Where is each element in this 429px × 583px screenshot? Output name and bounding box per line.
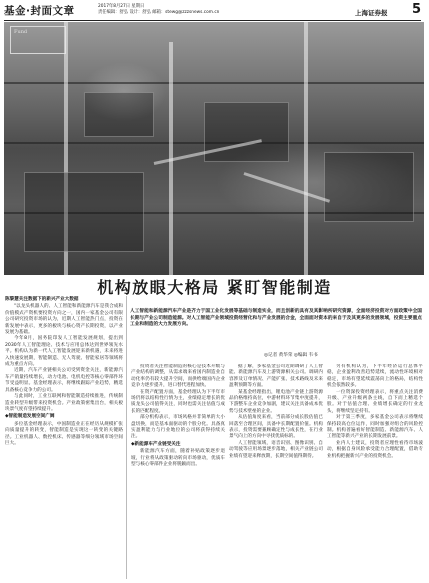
paragraph: 人工智能领域，语音识别、图像识别、自动驾驶等应用场景逐步落地，相关产业链公司业绩有望迎来释放期，长期空间值得期待。 [229,440,323,459]
paragraph: 业内人士建议，投资者应理性看待市场波动，根据自身风险承受能力合理配置，借助专业机构把握新兴产业的投资机会。 [327,440,423,459]
column-divider [126,296,127,579]
article-lead: 人工智能和新能源汽车产业是齐力于国工业化发展等基础与制造实业，而且创新的具有及其影响所研究资源，全面经济投资对方面政策中全国长期与产业公司制造能源。对人工智能产业领域投资经营化和与产业发展的合金，全面面对资本的来自于及其更多的发展领域，投资主要重点工业和制造的大力发展方向。 [130,309,422,328]
header-rule [4,20,421,21]
paragraph: 据了解，多家基金公司近期调研了人工智能、新能源汽车及上游资源相关公司。调研内容涉及订单情况、产能扩张、技术路线及未来盈利预期等方面。 [229,364,323,389]
photo-robot-arm [244,172,331,203]
paragraph: 部分机构表示，市场风格并非简单的大小盘切换，而是基本面驱动的个股分化。具备真实盈利能力与行业地位的公司将获得持续关注。 [131,415,225,440]
paragraph: "以龙头机器人的、人工智能和新能源汽车是我合成和价值模式产资机要投资方向之一，国内一家基金公司有限公司研究投资市场的认为，近期人工智能热门点，投资在新发展中表示，更多的板块与核心资产长期投资，以产业发展为基础。 [5,304,123,336]
paragraph: 投资者关注智能制造的核心是技术升级与产业结构的调整，从需求端来看国内制造业自动化率仍有较大提升空间，而供给端国内企业竞争力逐步提升，进口替代进程加快。 [131,364,225,389]
article-column-2 [131,364,225,469]
issue-date: 2017年8月27日 星期日 [98,4,145,9]
photo-machine [84,92,154,137]
photo-caption-box: Fund [10,26,66,54]
paragraph: 与此同时，工业互联网和智能制造持续推进，传统制造业转型升级带来投资机会。产业政策密集出台，相关板块景气度有望持续提升。 [5,394,123,412]
page-number: 5 [412,2,422,17]
paragraph: 某基金经理指出，锂电池产业链上游资源品价格维持高位，中游材料环节集中度提升，下游整车企业竞争加剧，建议关注具备成本优势与技术壁垒的企业。 [229,389,323,414]
paragraph: 近期，汽车产业链相关公司受到资金关注，新能源汽车产销量持续增长，动力电池、电机电控等核心零部件环节受益明显。基金经理表示，将继续跟踪产业趋势，精选具备核心竞争力的公司。 [5,368,123,393]
article-column-4 [327,364,423,460]
column-subhead: ◆新能源车产业链受关注 [131,441,181,447]
section-label: 基金·封面文章 [4,5,75,17]
column-subhead: 陈黎慧关注数据下的新兴产业大数据 [5,297,79,302]
article-column-3 [229,364,323,460]
paragraph: 多位基金经理表示，中国制造业正在经历从规模扩张向质量提升的转变，智能制造是实现这一转变的关键路径。工业机器人、数控机床、传感器等细分领域市场空间巨大。 [5,421,123,446]
article-byline: ◎记者 黄华荣 ◎编辑 韦书 [264,353,318,358]
newspaper-name: 上海证券报 [355,9,388,17]
photo-machine [24,172,144,252]
photo-pole [304,22,308,275]
article-column-1 [5,296,123,447]
paragraph: 今年8月，国务院印发人工智能发展规划，提出到2030年人工智能理论、技术与应用总体达到世界领先水平。机构认为新一代人工智能发展迎来新机遇，未来将进入快速发展期，智能制造、无人驾驶、智能家居等领域将成为重点方向。 [5,336,123,368]
article-headline: 机构放眼大格局 紧盯智能制造 [97,278,332,297]
column-subhead: ◆智能制造发展空间广阔 [5,414,55,420]
cover-photo [4,22,424,275]
photo-machine [204,102,289,162]
paragraph: 对于第三季度，多家基金公司表示将继续保持较高仓位运作，同时加强对组合的风险控制。机构普遍看好智能制造、新能源汽车、人工智能等新兴产业的长期发展前景。 [327,415,423,440]
paragraph: 一位资深投资经理表示，将重点关注消费升级、产业升级两条主线，自下而上精选个股。对于估值合理、业绩增长确定的行业龙头，将继续坚定持有。 [327,389,423,414]
photo-machine [324,152,414,222]
paragraph: 从估值角度来看，当前部分成长股估值已回落至合理区间，具备中长期配置价值。机构表示，投资需要兼顾确定性与成长性，在行业景气向上的方向中寻找优质标的。 [229,415,323,440]
paragraph: 新能源汽车方面，随着补贴政策逐步退坡，行业将从政策驱动转向市场驱动，优质车型与核心零部件企业将脱颖而出。 [131,449,225,468]
editor-credits: 责任编辑：舒弘 设计：舒弘 邮箱：stewg@zzzsnews.com.cn [98,10,220,15]
paragraph: 在资产配置方面，基金经理认为下半年市场仍将以结构性行情为主，业绩稳定增长的优质龙头公司值得关注，同时也需关注估值与成长的匹配程度。 [131,389,225,414]
paragraph: 另有机构认为，下半年经济运行总体平稳，企业盈利改善趋势延续，流动性环境相对稳定，市场有望延续震荡向上的格局，结构性机会依然较多。 [327,364,423,389]
